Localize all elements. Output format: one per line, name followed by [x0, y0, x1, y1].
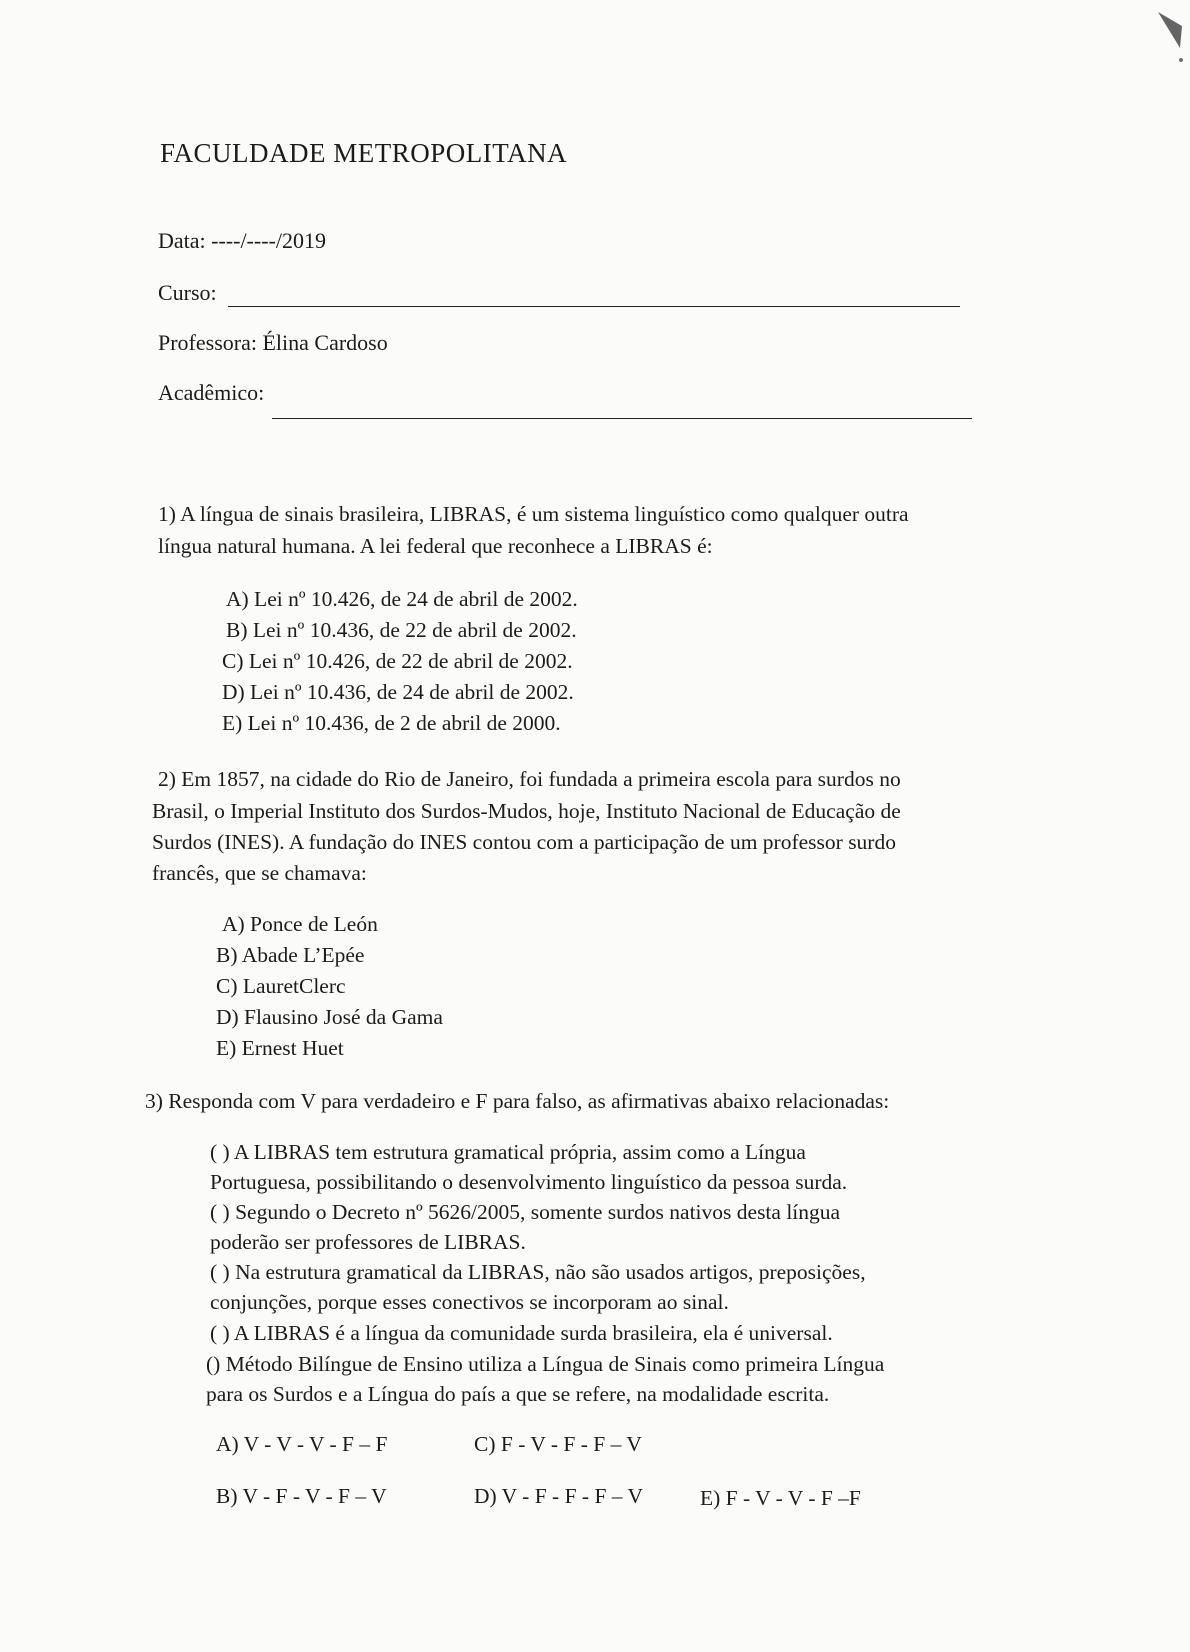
q2-option-e: E) Ernest Huet: [216, 1036, 344, 1060]
q2-text-line-3: Surdos (INES). A fundação do INES contou com a participação de um professor surdo: [152, 830, 896, 854]
q3-statement-line-4: poderão ser professores de LIBRAS.: [210, 1230, 526, 1254]
q3-answer-e: E) F - V - V - F –F: [700, 1486, 861, 1510]
course-blank-line[interactable]: [228, 306, 960, 307]
q3-statement-line-3: ( ) Segundo o Decreto nº 5626/2005, somente surdos nativos desta língua: [210, 1200, 841, 1224]
q3-statement-line-8: () Método Bilíngue de Ensino utiliza a Língua de Sinais como primeira Língua: [206, 1352, 885, 1376]
q3-statement-line-2: Portuguesa, possibilitando o desenvolvimento linguístico da pessoa surda.: [210, 1170, 848, 1194]
q1-option-a: A) Lei nº 10.426, de 24 de abril de 2002.: [226, 587, 578, 611]
q1-text-line-2: língua natural humana. A lei federal que reconhece a LIBRAS é:: [158, 534, 713, 558]
date-label: Data: ----/----/2019: [158, 228, 326, 253]
q2-text-line-4: francês, que se chamava:: [152, 861, 367, 885]
professor-label: Professora: Élina Cardoso: [158, 330, 388, 355]
q1-text-line-1: 1) A língua de sinais brasileira, LIBRAS, é um sistema linguístico como qualquer outra: [158, 502, 909, 526]
q3-intro: 3) Responda com V para verdadeiro e F para falso, as afirmativas abaixo relacionadas:: [145, 1089, 890, 1113]
q3-statement-line-5: ( ) Na estrutura gramatical da LIBRAS, não são usados artigos, preposições,: [210, 1260, 866, 1284]
q3-statement-line-1: ( ) A LIBRAS tem estrutura gramatical própria, assim como a Língua: [210, 1140, 806, 1164]
page-corner-fold-mark: [1156, 8, 1186, 68]
q1-option-c: C) Lei nº 10.426, de 22 de abril de 2002.: [222, 649, 573, 673]
student-blank-line[interactable]: [272, 418, 972, 419]
q2-option-a: A) Ponce de León: [222, 912, 378, 936]
q1-option-e: E) Lei nº 10.436, de 2 de abril de 2000.: [222, 711, 561, 735]
student-label: Acadêmico:: [158, 380, 265, 405]
institution-title: FACULDADE METROPOLITANA: [160, 138, 568, 168]
q3-statement-line-7: ( ) A LIBRAS é a língua da comunidade surda brasileira, ela é universal.: [210, 1321, 833, 1345]
q3-statement-line-9: para os Surdos e a Língua do país a que se refere, na modalidade escrita.: [206, 1382, 830, 1406]
course-label: Curso:: [158, 280, 217, 305]
q2-text-line-1: 2) Em 1857, na cidade do Rio de Janeiro, foi fundada a primeira escola para surdos no: [158, 767, 901, 791]
q3-answer-d: D) V - F - F - F – V: [474, 1484, 644, 1508]
q2-option-d: D) Flausino José da Gama: [216, 1005, 443, 1029]
q2-option-c: C) LauretClerc: [216, 974, 346, 998]
q2-text-line-2: Brasil, o Imperial Instituto dos Surdos-Mudos, hoje, Instituto Nacional de Educação de: [152, 799, 901, 823]
q3-answer-c: C) F - V - F - F – V: [474, 1432, 642, 1456]
q1-option-b: B) Lei nº 10.436, de 22 de abril de 2002.: [226, 618, 577, 642]
q3-statement-line-6: conjunções, porque esses conectivos se incorporam ao sinal.: [210, 1290, 729, 1314]
q3-answer-a: A) V - V - V - F – F: [216, 1432, 388, 1456]
q3-answer-b: B) V - F - V - F – V: [216, 1484, 387, 1508]
q1-option-d: D) Lei nº 10.436, de 24 de abril de 2002.: [222, 680, 574, 704]
q2-option-b: B) Abade L’Epée: [216, 943, 365, 967]
